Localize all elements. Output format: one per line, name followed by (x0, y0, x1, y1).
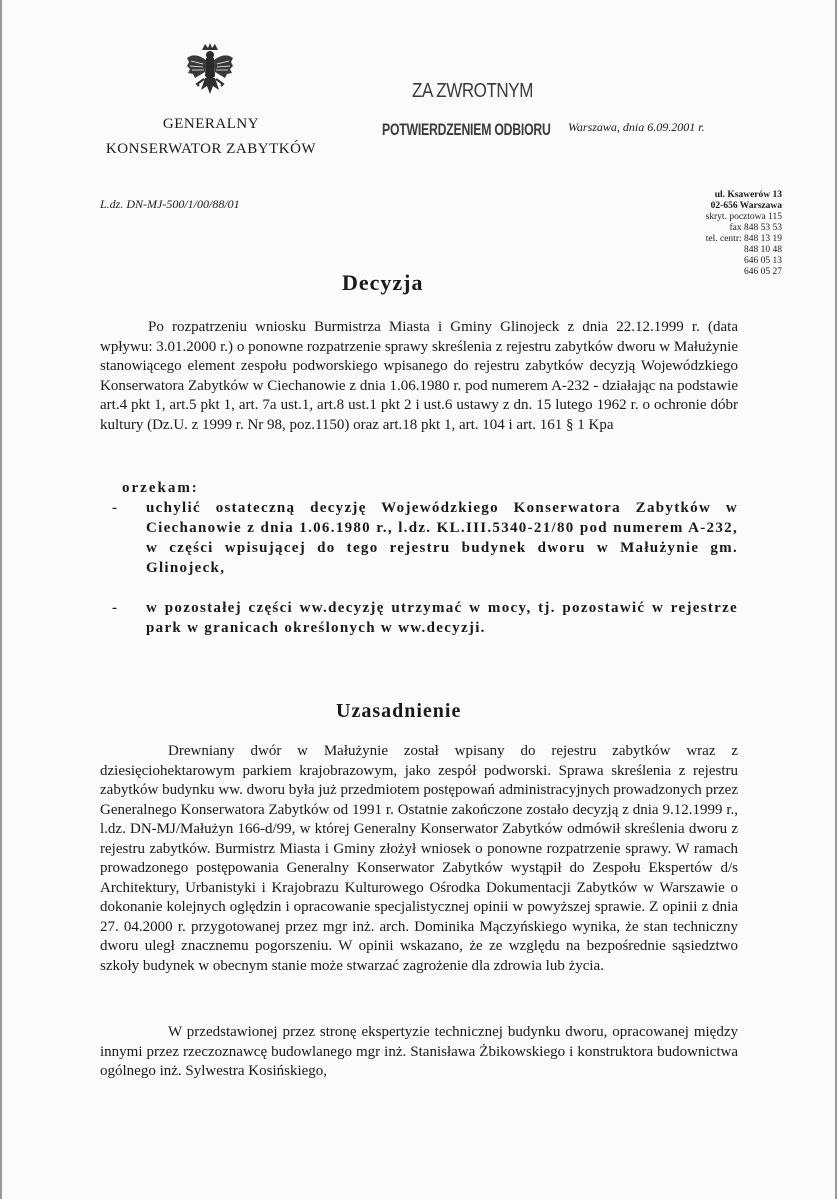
list-dash: - (112, 500, 119, 516)
issuer-line-2: KONSERWATOR ZABYTKÓW (105, 141, 317, 157)
justification-heading: Uzasadnienie (336, 700, 462, 722)
issuer-line-1: GENERALNY (162, 116, 260, 132)
issuer-name (82, 112, 340, 162)
address-line: 646 05 27 (744, 267, 782, 277)
address-line: skryt. pocztowa 115 (705, 212, 782, 222)
stamp-line-1: ZA ZWROTNYM (412, 80, 533, 102)
polish-eagle-emblem-icon (185, 42, 235, 98)
stamp-line-2: POTWIERDZENIEM ODBIORU (382, 120, 551, 139)
address-line: 848 10 48 (744, 245, 782, 255)
ruling-item-text: uchylić ostateczną decyzję Wojewódzkiego Konserwatora Zabytków w Ciechanowie z dnia 1.06.1980 r., l.dz. KL.III.5340-21/80 pod numerem A-232, w części wpisującej do tego rejestru budynek dworu w Małużynie gm. Glinojeck, (146, 500, 738, 576)
address-line: 02-656 Warszawa (710, 201, 782, 211)
ruling-item (112, 598, 738, 638)
document-title: Decyzja (342, 270, 424, 295)
address-line: 646 05 13 (744, 256, 782, 266)
reference-number: L.dz. DN-MJ-500/1/00/88/01 (100, 197, 240, 211)
address-line: tel. centr: 848 13 19 (705, 234, 782, 244)
intro-paragraph: Po rozpatrzeniu wniosku Burmistrza Miasta i Gminy Glinojeck z dnia 22.12.1999 r. (data wpływu: 3.01.2000 r.) o ponowne rozpatrzenie sprawy skreślenia z rejestru zabytków dworu w Małużynie stanowiącego element zespołu podworskiego wpisanego do rejestru zabytków decyzją Wojewódzkiego Konserwatora Zabytków w Ciechanowie z dnia 1.06.1980 r. pod numerem A-232 - działając na podstawie art.4 pkt 1, art.5 pkt 1, art. 7a ust.1, art.8 ust.1 pkt 2 i ust.6 ustawy z dn. 15 lutego 1962 r. o ochronie dóbr kultury (Dz.U. z 1999 r. Nr 98, poz.1150) oraz art.18 pkt 1, art. 104 i art. 161 § 1 Kpa (100, 319, 738, 433)
ruling-item-text: w pozostałej części ww.decyzję utrzymać w mocy, tj. pozostawić w rejestrze park w granicach określonych w ww.decyzji. (146, 600, 738, 636)
ruling-item (112, 498, 738, 578)
justification-paragraph: W przedstawionej przez stronę ekspertyzie technicznej budynku dworu, opracowanej między innymi przez rzeczoznawcę budowlanego mgr inż. Stanisława Żbikowskiego i konstruktora budownictwa ogólnego inż. Sylwestra Kosińskiego, (100, 1024, 738, 1079)
justification-paragraph: Drewniany dwór w Małużynie został wpisany do rejestru zabytków wraz z dziesięciohektarowym parkiem krajobrazowym, jako zespół podworski. Sprawa skreślenia z rejestru zabytków budynku ww. dworu była już przedmiotem postępowań administracyjnych prowadzonych przez Generalnego Konserwatora Zabytków od 1991 r. Ostatnie zakończone zostało decyzją z dnia 9.12.1999 r., l.dz. DN-MJ/Małużyn 166-d/99, w której Generalny Konserwator Zabytków odmówił skreślenia dworu z rejestru zabytków. Burmistrz Miasta i Gminy złożył wniosek o ponowne rozpatrzenie sprawy. W ramach prowadzonego postępowania Generalny Konserwator Zabytków wystąpił do Zespołu Ekspertów d/s Architektury, Urbanistyki i Krajobrazu Kulturowego Ośrodka Dokumentacji Zabytków w Warszawie o dokonanie kolejnych oględzin i opracowanie specjalistycznej opinii w powyższej sprawie. Z opinii z dnia 27. 04.2000 r. przygotowanej przez mgr inż. arch. Dominika Mączyńskiego wynika, że stan techniczny dworu uległ znacznemu pogorszeniu. W opinii wskazano, że ze względu na bezpośrednie sąsiedztwo szkoły budynek w obecnym stanie może stwarzać zagrożenie dla zdrowia lub życia. (100, 743, 738, 974)
list-dash: - (112, 600, 119, 616)
ruling-heading: orzekam: (122, 480, 199, 496)
address-line: fax 848 53 53 (729, 223, 782, 233)
address-line: ul. Ksawerów 13 (714, 190, 782, 200)
place-and-date: Warszawa, dnia 6.09.2001 r. (568, 120, 705, 134)
office-address (682, 190, 782, 278)
